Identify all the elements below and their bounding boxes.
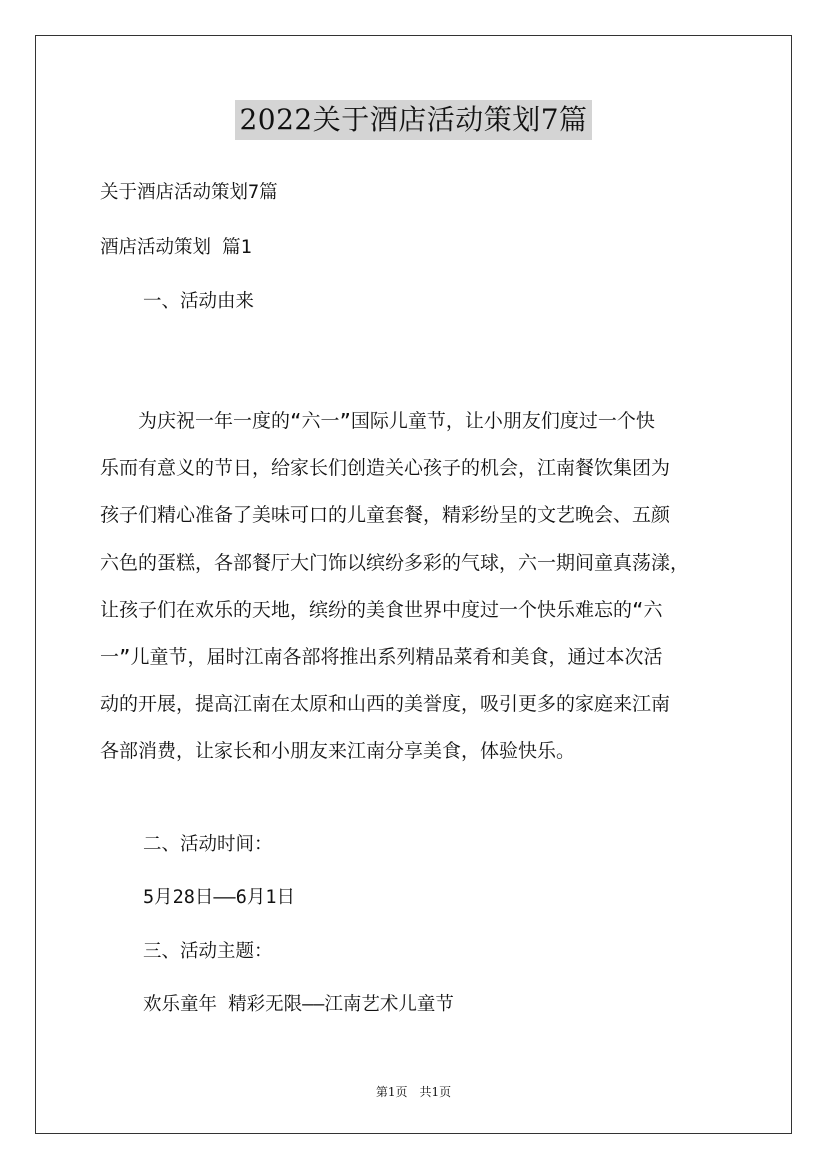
paragraph-line: 让孩子们在欢乐的天地，缤纷的美食世界中度过一个快乐难忘的“六 — [100, 598, 663, 621]
paragraph-line: 六色的蛋糕，各部餐厅大门饰以缤纷多彩的气球，六一期间童真荡漾， — [100, 551, 690, 574]
item-activity-time: 二、活动时间： — [143, 834, 273, 855]
activity-theme-text: 欢乐童年 精彩无限——江南艺术儿童节 — [143, 994, 454, 1015]
section-heading: 酒店活动策划 篇1 — [100, 237, 252, 258]
document-subtitle: 关于酒店活动策划7篇 — [100, 182, 278, 203]
paragraph-line: 一”儿童节，届时江南各部将推出系列精品菜肴和美食，通过本次活 — [100, 646, 663, 669]
document-title: 2022关于酒店活动策划7篇 — [235, 100, 591, 140]
paragraph-line: 为庆祝一年一度的“六一”国际儿童节，让小朋友们度过一个快 — [100, 410, 655, 432]
item-activity-theme: 三、活动主题： — [143, 941, 273, 962]
item-activity-origin: 一、活动由来 — [143, 291, 255, 312]
activity-date-range: 5月28日——6月1日 — [143, 887, 295, 908]
paragraph-line: 乐而有意义的节日，给家长们创造关心孩子的机会，江南餐饮集团为 — [100, 457, 671, 480]
paragraph-line: 各部消费，让家长和小朋友来江南分享美食，体验快乐。 — [100, 740, 576, 763]
page-footer: 第1页 共1页 — [375, 1085, 452, 1099]
body-paragraph — [100, 398, 750, 776]
title-container — [0, 100, 827, 140]
paragraph-line: 孩子们精心准备了美味可口的儿童套餐，精彩纷呈的文艺晚会、五颜 — [100, 504, 671, 527]
paragraph-line: 动的开展，提高江南在太原和山西的美誉度，吸引更多的家庭来江南 — [100, 693, 671, 716]
